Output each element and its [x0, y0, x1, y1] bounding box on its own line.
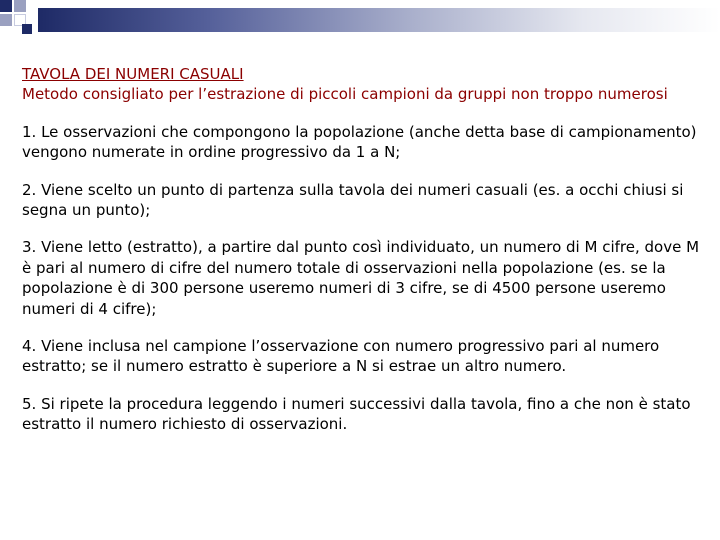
header-square-dark — [0, 0, 12, 12]
step-item-5: 5. Si ripete la procedura leggendo i numeri successivi dalla tavola, fino a che non è stato estratto il numero richiesto di osservazioni. — [22, 394, 691, 434]
step-item-4: 4. Viene inclusa nel campione l’osservazione con numero progressivo pari al numero estratto; se il numero estratto è superiore a N si estrae un altro numero. — [22, 337, 660, 376]
slide-content — [22, 64, 702, 452]
slide-title: TAVOLA DEI NUMERI CASUALI — [22, 65, 244, 83]
header-gradient-bar — [38, 8, 720, 32]
step-item-3: 3. Viene letto (estratto), a partire dal punto così individuato, un numero di M cifre, dove M è pari al numero di cifre del numero totale di osservazioni nella popolazione (es. se la popolazione è di 300 persone useremo numeri di 3 cifre, se di 4500 persone useremo numeri di 4 cifre); — [22, 238, 700, 318]
header-square-accent — [22, 24, 32, 34]
slide-subtitle: Metodo consigliato per l’estrazione di piccoli campioni da gruppi non troppo numerosi — [22, 85, 668, 104]
header-square-light — [14, 0, 26, 12]
step-item-2: 2. Viene scelto un punto di partenza sulla tavola dei numeri casuali (es. a occhi chiusi si segna un punto); — [22, 180, 684, 220]
step-item-1: 1. Le osservazioni che compongono la popolazione (anche detta base di campionamento) vengono numerate in ordine progressivo da 1 a N; — [22, 122, 697, 162]
header-square-light — [0, 14, 12, 26]
